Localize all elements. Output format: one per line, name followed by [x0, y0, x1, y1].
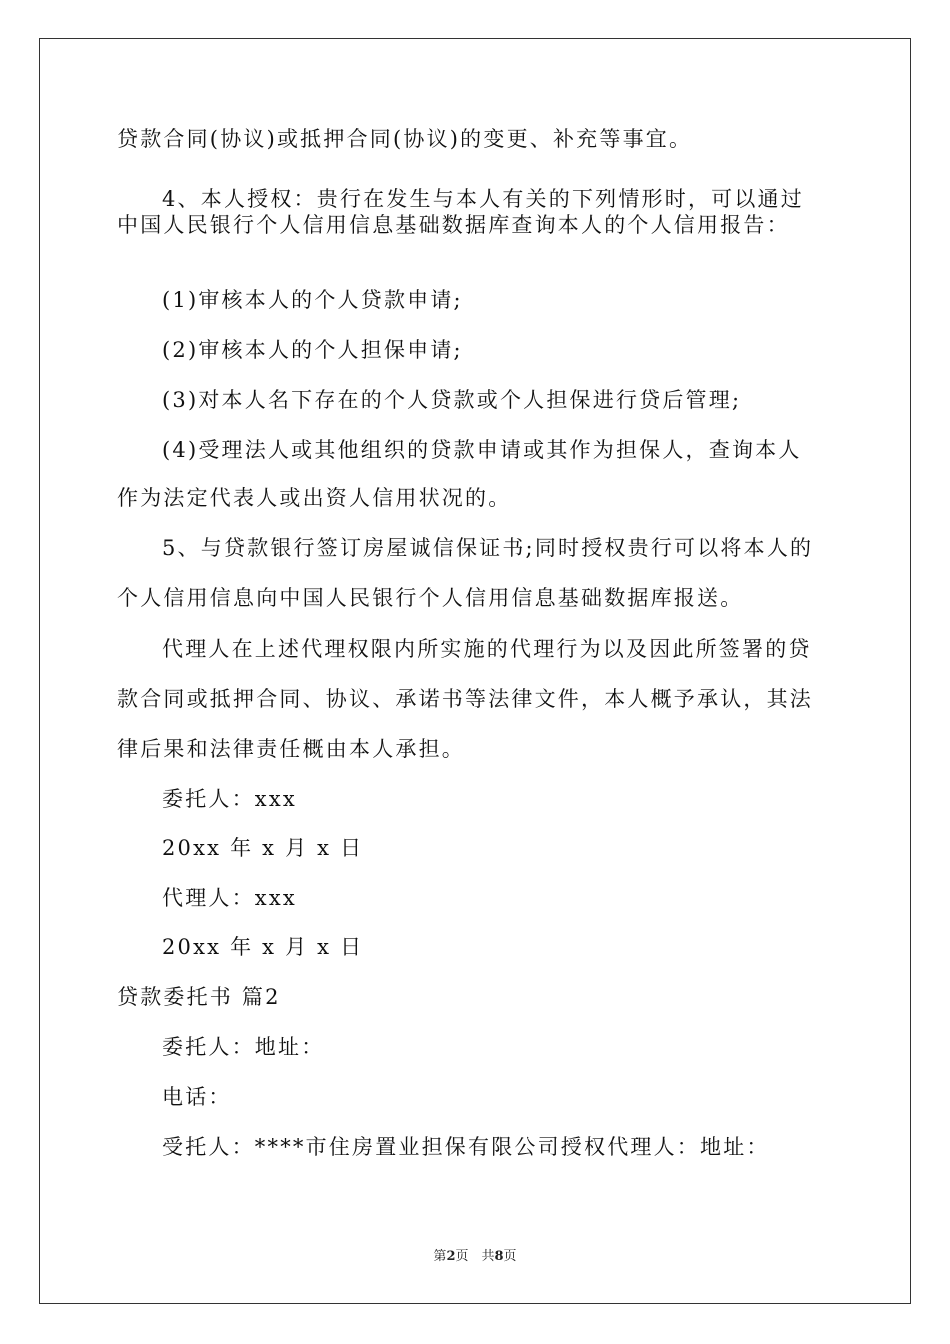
- list-item: (1)审核本人的个人贷款申请;: [162, 288, 463, 312]
- paragraph-line: 5、与贷款银行签订房屋诚信保证书;同时授权贵行可以将本人的: [162, 536, 814, 560]
- section-heading: 贷款委托书 篇2: [117, 985, 281, 1009]
- form-line: 委托人：地址：: [162, 1035, 325, 1059]
- signature-line: 委托人：xxx: [162, 787, 297, 811]
- paragraph-line: 4、本人授权：贵行在发生与本人有关的下列情形时，可以通过: [162, 187, 804, 211]
- footer-suffix: 页: [503, 1249, 517, 1264]
- form-line: 受托人：****市住房置业担保有限公司授权代理人：地址：: [162, 1135, 770, 1159]
- list-item: (4)受理法人或其他组织的贷款申请或其作为担保人，查询本人: [162, 438, 802, 462]
- paragraph-line: 贷款合同(协议)或抵押合同(协议)的变更、补充等事宜。: [117, 127, 693, 151]
- paragraph-line: 代理人在上述代理权限内所实施的代理行为以及因此所签署的贷: [162, 637, 812, 661]
- paragraph-line: 个人信用信息向中国人民银行个人信用信息基础数据库报送。: [117, 586, 744, 610]
- page-footer: [0, 1248, 950, 1266]
- paragraph-line: 中国人民银行个人信用信息基础数据库查询本人的个人信用报告：: [117, 213, 790, 237]
- form-line: 电话：: [162, 1085, 232, 1109]
- footer-prefix: 第: [433, 1249, 447, 1264]
- footer-middle: 页 共: [455, 1249, 495, 1264]
- date-line: 20xx 年 x 月 x 日: [162, 935, 364, 959]
- current-page-number: 2: [446, 1249, 456, 1264]
- signature-line: 代理人：xxx: [162, 886, 297, 910]
- paragraph-line: 律后果和法律责任概由本人承担。: [117, 737, 465, 761]
- date-line: 20xx 年 x 月 x 日: [162, 836, 364, 860]
- total-pages-number: 8: [494, 1249, 504, 1264]
- list-item: (2)审核本人的个人担保申请;: [162, 338, 463, 362]
- list-item: (3)对本人名下存在的个人贷款或个人担保进行贷后管理;: [162, 388, 742, 412]
- paragraph-line: 作为法定代表人或出资人信用状况的。: [117, 486, 512, 510]
- paragraph-line: 款合同或抵押合同、协议、承诺书等法律文件，本人概予承认，其法: [117, 687, 813, 711]
